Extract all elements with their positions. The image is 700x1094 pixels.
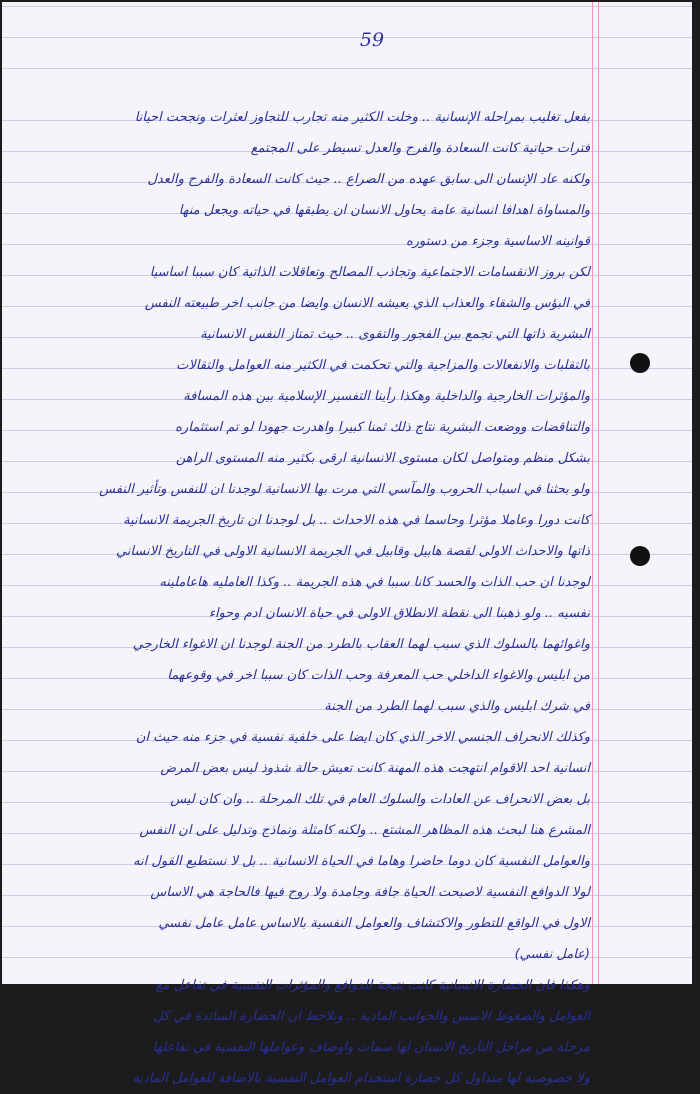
text-line: من ابليس والاغواء الداخلي حب المعرفة وحب الذات كان سببا اخر في وقوعهما (167, 668, 590, 683)
text-line: وكذلك الانحراف الجنسي الاخر الذي كان ايضا على خلفية نفسية في جزء منه حيث ان (135, 730, 590, 745)
text-line: (عامل نفسي) (514, 947, 590, 962)
text-line: بشكل منظم ومتواصل لكان مستوى الانسانية ارقى بكثير منه المستوى الراهن (175, 451, 590, 466)
text-line: لولا الدوافع النفسية لاصبحت الحياة جافة وجامدة ولا روح فيها فالحاجة هي الاساس (150, 885, 590, 900)
text-line: الاول في الواقع للتطور والاكتشاف والعوامل النفسية بالاساس عامل عامل نفسي (158, 916, 590, 931)
text-line: المشرع هنا لبحث هذه المظاهر المشتع .. ولكنه كامثلة ونماذج وتدليل على ان النفس (139, 823, 590, 838)
text-line: وهكذا فان الحضارة الانسانية كانت نتيجة للدوافع والمؤثرات النفسية في تفاعل مع (155, 978, 590, 993)
text-line: واغوائهما بالسلوك الذي سبب لهما العقاب بالطرد من الجنة لوجدنا ان الاغواء الخارجي (132, 637, 590, 652)
text-line: بفعل تغليب بمراحله الإنسانية .. وخلت الكثير منه تجارب للتجاوز لعثرات ونجحت احيانا (134, 110, 590, 125)
text-line: ولكنه عاد الإنسان الى سابق عهده من الصراع .. حيث كانت السعادة والفرح والعدل (147, 172, 590, 187)
text-line: والعوامل النفسية كان دوما حاضرا وهاما في الحياة الانسانية .. بل لا نستطيع القول انه (133, 854, 590, 869)
text-line: مرحلة من مراحل التاريخ الانسان لها سمات واوصاف وعواملها النفسية في تفاعلها (152, 1040, 590, 1055)
text-line: بل بعض الانحراف عن العادات والسلوك العام في تلك المرحلة .. وان كان ليس (170, 792, 590, 807)
text-line: في البؤس والشقاء والعذاب الذي يعيشه الانسان وايضا من جانب اخر طبيعته النفس (144, 296, 590, 311)
text-line: بالتقلبات والانفعالات والمزاجية والتي تحكمت في الكثير منه العوامل والتقالات (176, 358, 590, 373)
text-line: كانت دورا وعاملا مؤثرا وحاسما في هذه الاحداث .. بل لوجدنا ان تاريخ الجريمة الانسانية (123, 513, 590, 528)
text-line: والتناقضات ووضعت البشرية نتاج ذلك ثمنا كبيرا واهدرت جهودا لو تم استثماره (175, 420, 590, 435)
text-line: لكن بروز الانقسامات الاجتماعية وتجاذب المصالح وتعاقلات الذاتية كان سببا اساسيا (149, 265, 590, 280)
margin-line (592, 2, 593, 984)
text-line: ولا خصوصية لها متداول كل حضارة استخدام العوامل النفسية بالاضافة للعوامل المادية (132, 1071, 590, 1086)
punch-hole (630, 353, 650, 373)
handwritten-text (30, 102, 590, 1094)
text-line: والمساواة اهدافا انسانية عامة يحاول الانسان ان يطبقها في حياته ويجعل منها (178, 203, 590, 218)
page-number: 59 (359, 29, 385, 51)
text-line: والمؤثرات الخارجية والداخلية وهكذا رأينا التفسير الإسلامية بين هذه المسافة (183, 389, 590, 404)
notebook-page (2, 2, 692, 1086)
text-line: قوانينه الاساسية وجزء من دستوره (405, 234, 590, 249)
text-line: في شرك ابليس والذي سبب لهما الطرد من الجنة (324, 699, 590, 714)
text-line: نفسيه .. ولو ذهبنا الى نقطة الانطلاق الاولى في حياة الانسان ادم وحواء (208, 606, 590, 621)
punch-hole (630, 546, 650, 566)
text-line: ولو بحثنا في اسباب الحروب والمآسي التي مرت بها الانسانية لوجدنا ان للنفس وتأثير النفس (99, 482, 590, 497)
text-line: ذاتها والاحداث الاولى لقصة هابيل وقابيل في الجريمة الانسانية الاولى في التاريخ الانساني (115, 544, 590, 559)
margin-line (598, 2, 599, 984)
text-line: فترات حياتية كانت السعادة والفرح والعدل تسيطر على المجتمع (250, 141, 590, 156)
text-line: البشرية ذاتها التي تجمع بين الفجور والتقوى .. حيث تمتاز النفس الانسانية (200, 327, 590, 342)
text-line: العوامل والضغوط الاسس والجوانب المادية .. ونلاحظ ان الحضارة السائدة في كل (153, 1009, 590, 1024)
text-line: لوجدنا ان حب الذات والحسد كانا سببا في هذه الجريمة .. وكذا العامليه هاعاملينه (159, 575, 590, 590)
text-line: انسانية احد الاقوام انتهجت هذه المهنة كانت تعيش حالة شذوذ ليس بعض المرض (160, 761, 590, 776)
